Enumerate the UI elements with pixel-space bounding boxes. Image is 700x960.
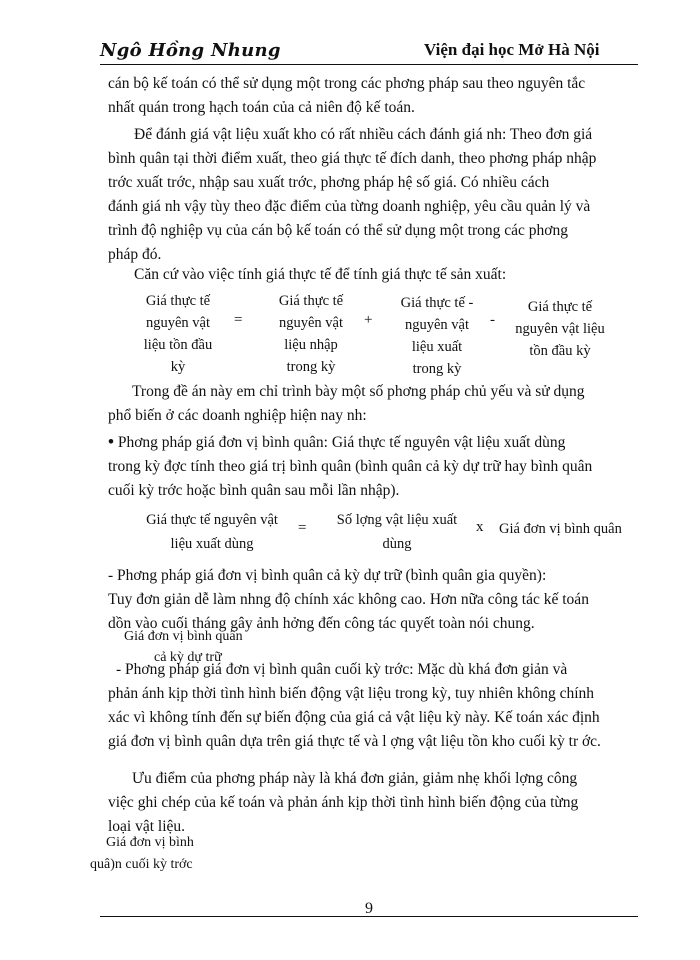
header-rule [100, 64, 638, 65]
bullet-icon: • [108, 432, 114, 451]
text-line: Tuy đơn giản dễ làm nhng độ chính xác không cao. Hơn nữa công tác kế toán [108, 591, 589, 608]
paragraph-6 [108, 564, 638, 636]
text-line: loại vật liệu. [108, 818, 186, 835]
formula1-term-d: Giá thực tế nguyên vật liệu tồn đầu kỳ [515, 299, 605, 359]
floating-label-2: cả kỳ dự trữ [154, 650, 222, 665]
footer-rule [100, 916, 638, 917]
text-line: - Phơng pháp giá đơn vị bình quân cuối kỳ trớc: Mặc dù khá đơn giản và [116, 661, 568, 678]
page-number: 9 [365, 900, 373, 917]
paragraph-8 [108, 767, 638, 839]
text-line: nhất quán trong hạch toán của cả niên độ kế toán. [108, 99, 415, 116]
paragraph-7 [108, 658, 638, 754]
text-line: trong kỳ đợc tính theo giá trị bình quân (bình quân cả kỳ dự trữ hay bình quân [108, 458, 593, 475]
formula2-lhs: Giá thực tế nguyên vật liệu xuất dùng [146, 512, 278, 552]
formula1-equals: = [234, 312, 243, 328]
text-line: trớc xuất trớc, nhập sau xuất trớc, phơng pháp hệ số giá. Có nhiều cách [108, 174, 550, 191]
text-line: việc ghi chép của kế toán và phản ánh kịp thời tình hình biến động của từng [108, 794, 579, 811]
formula1-term-c: Giá thực tế - nguyên vật liệu xuất trong kỳ [400, 295, 474, 377]
paragraph-4 [108, 380, 638, 428]
floating-label-1: Giá đơn vị bình quân [124, 629, 243, 644]
text-line: cuối kỳ trớc hoặc bình quân sau mỗi lần nhập). [108, 482, 400, 499]
text-line [108, 430, 638, 455]
text-line: Để đánh giá vật liệu xuất kho có rất nhiều cách đánh giá nh: Theo đơn giá [134, 126, 593, 143]
text-line: Ưu điểm của phơng pháp này là khá đơn giản, giảm nhẹ khối lợng công [132, 770, 578, 787]
paragraph-5 [108, 430, 638, 503]
formula1-term-b: Giá thực tế nguyên vật liệu nhập trong kỳ [278, 293, 344, 375]
formula1-plus: + [364, 312, 373, 328]
text-line: cán bộ kế toán có thể sử dụng một trong các phơng pháp sau theo nguyên tắc [108, 75, 586, 92]
text-line: đánh giá nh vậy tùy theo đặc điểm của từng doanh nghiệp, yêu cầu quản lý và [108, 198, 591, 215]
paragraph-2 [108, 123, 638, 267]
text-line: trình độ nghiệp vụ của cán bộ kế toán có thể sử dụng một trong các phơng [108, 222, 568, 239]
header-author: Ngô Hồng Nhung [100, 40, 281, 61]
floating-label-4: quâ)n cuối kỳ trớc [90, 857, 193, 872]
text-line: Trong đề án này em chỉ trình bày một số phơng pháp chủ yếu và sử dụng [132, 383, 585, 400]
text-line: phản ánh kịp thời tình hình biến động vật liệu trong kỳ, tuy nhiên không chính [108, 685, 595, 702]
text-line: - Phơng pháp giá đơn vị bình quân cả kỳ dự trữ (bình quân gia quyền): [108, 567, 547, 584]
formula2-times: x [476, 519, 484, 535]
formula2-rhs: Giá đơn vị bình quân [499, 521, 622, 537]
paragraph-3: Căn cứ vào việc tính giá thực tế để tính giá thực tế sản xuất: [134, 266, 507, 283]
text-line: pháp đó. [108, 246, 162, 263]
header-institution: Viện đại học Mở Hà Nội [424, 40, 600, 59]
text-line: phổ biến ở các doanh nghiệp hiện nay nh: [108, 407, 367, 424]
bullet-text: Phơng pháp giá đơn vị bình quân: Giá thực tế nguyên vật liệu xuất dùng [117, 434, 566, 451]
text-line: giá đơn vị bình quân dựa trên giá thực tế và l ợng vật liệu tồn kho cuối kỳ tr ớc. [108, 733, 601, 750]
formula2-equals: = [298, 520, 307, 536]
text-line: dồn vào cuối tháng gây ảnh hởng đến công tác quyết toàn nói chung. [108, 615, 535, 632]
paragraph-1 [108, 72, 638, 120]
formula2-mid: Số lợng vật liệu xuất dùng [336, 512, 458, 552]
formula1-minus: - [490, 312, 495, 328]
text-line: bình quân tại thời điểm xuất, theo giá thực tế đích danh, theo phơng pháp nhập [108, 150, 597, 167]
text-line: xác vì không tính đến sự biến động của giá cả vật liệu kỳ này. Kế toán xác định [108, 709, 600, 726]
formula1-term-a: Giá thực tế nguyên vật liệu tồn đầu kỳ [143, 293, 213, 375]
floating-label-3: Giá đơn vị bình [106, 835, 194, 850]
